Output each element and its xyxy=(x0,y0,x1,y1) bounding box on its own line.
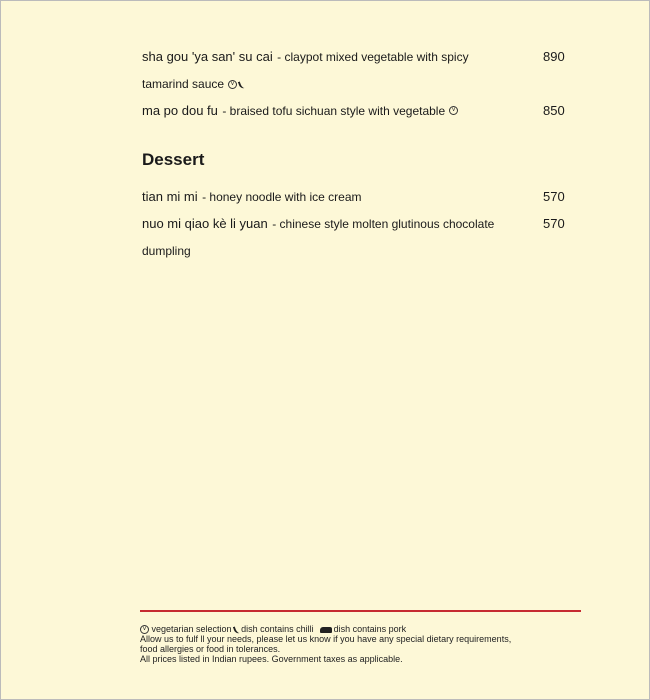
footer-divider xyxy=(140,610,581,612)
dish-name: tian mi mi xyxy=(142,189,198,204)
dish-name: nuo mi qiao kè li yuan xyxy=(142,216,268,231)
dish-price: 570 xyxy=(543,189,565,204)
vegetarian-icon: v xyxy=(140,625,149,634)
footer-notes xyxy=(140,624,511,664)
legend xyxy=(140,624,511,634)
dish-price: 850 xyxy=(543,103,565,118)
footer-line: food allergies or food in tolerances. xyxy=(140,644,281,655)
chilli-icon xyxy=(232,625,239,634)
legend-chilli: dish contains chilli xyxy=(241,624,314,634)
footer-line: Allow us to fulf ll your needs, please let us know if you have any special dietary requirements, xyxy=(140,634,512,645)
pork-icon xyxy=(320,627,332,633)
menu-item-nuo-mi xyxy=(142,214,567,234)
menu-item-sha-gou xyxy=(142,47,567,67)
dish-description: - honey noodle with ice cream xyxy=(202,190,362,204)
menu-item-tian-mi-mi xyxy=(142,187,567,207)
continuation-text: tamarind sauce xyxy=(142,77,225,91)
dish-price: 890 xyxy=(543,49,565,64)
dish-description-continued: dumpling xyxy=(142,244,191,258)
menu-item-ma-po-dou-fu xyxy=(142,101,567,121)
dish-description-continued xyxy=(142,74,244,94)
dish-price: 570 xyxy=(543,216,565,231)
vegetarian-icon: v xyxy=(449,106,458,115)
section-heading-dessert: Dessert xyxy=(142,150,205,169)
vegetarian-icon: v xyxy=(228,80,237,89)
legend-pork: dish contains pork xyxy=(333,624,407,634)
footer-line: All prices listed in Indian rupees. Government taxes as applicable. xyxy=(140,654,403,665)
dish-name: ma po dou fu xyxy=(142,103,218,118)
dish-name: sha gou 'ya san' su cai xyxy=(142,49,273,64)
dish-description: - braised tofu sichuan style with vegetable xyxy=(222,104,446,118)
chilli-icon xyxy=(238,80,245,89)
dish-description: - chinese style molten glutinous chocolate xyxy=(272,217,495,231)
dish-description: - claypot mixed vegetable with spicy xyxy=(277,50,469,64)
legend-veg: vegetarian selection xyxy=(151,624,232,634)
